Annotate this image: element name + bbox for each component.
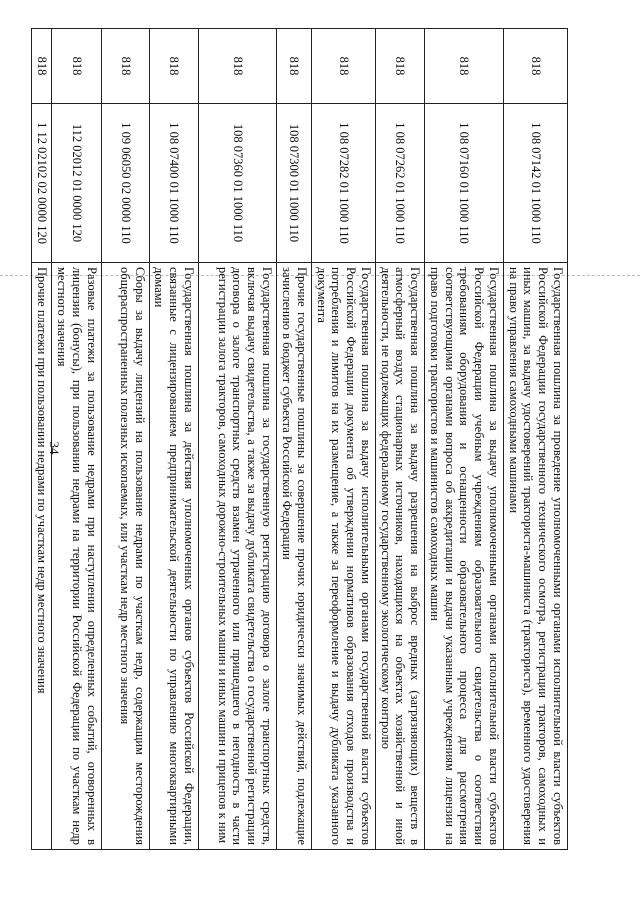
admin-code-cell: 818 bbox=[199, 29, 277, 104]
description-cell: Государственная пошлина за проведение уполномоченными органами исполнительной власти субъектов Российской Федерации государственного технического осмотра, регистрации тракторов, самоходных и иных машин, за выдачу удостоверений тракториста-машиниста (тракториста), временного удостоверения на право управления самоходными машинами bbox=[504, 263, 568, 850]
budget-code-cell: 108 07300 01 1000 110 bbox=[277, 104, 312, 263]
table-row bbox=[101, 29, 149, 850]
description-cell: Прочие платежи при пользовании недрами по участкам недр местного значения bbox=[32, 263, 52, 850]
description-cell: Государственная пошлина за выдачу исполнительными органами государственной власти субъектов Российской Федерации документа об утверждении нормативов образования отходов производства и потребления и лимитов на их размещение, а также за переоформление и выдачу дубликата указанного документа bbox=[312, 263, 376, 850]
admin-code-cell: 818 bbox=[376, 29, 425, 104]
budget-code-cell: 112 02012 01 0000 120 bbox=[52, 104, 101, 263]
budget-code-cell: 1 08 07142 01 1000 110 bbox=[504, 104, 568, 263]
admin-code-cell: 818 bbox=[425, 29, 504, 104]
table-row bbox=[504, 29, 568, 850]
admin-code-cell: 818 bbox=[149, 29, 198, 104]
description-cell: Государственная пошлина за выдачу разрешения на выброс вредных (загрязняющих) веществ в атмосферный воздух стационарных источников, находящихся на объектах хозяйственной и иной деятельности, не подлежащих федеральному государственному экологическому контролю bbox=[376, 263, 425, 850]
admin-code-cell: 818 bbox=[312, 29, 376, 104]
page-number: 34 bbox=[47, 441, 62, 455]
admin-code-cell: 818 bbox=[277, 29, 312, 104]
description-cell: Государственная пошлина за выдачу уполномоченными органами исполнительной власти субъектов Российской Федерации учебным учреждениям образовательного свидетельства о соответствии требованиям оборудования и оснащенности образовательного процесса для рассмотрения соответствующими органами вопроса об аккредитации и выдачи указанным учреждениям лицензии на право подготовки трактористов и машинистов самоходных машин bbox=[425, 263, 504, 850]
description-cell: Прочие государственные пошлины за совершение прочих юридически значимых действий, подлежащие зачислению в бюджет субъекта Российской Федерации bbox=[277, 263, 312, 850]
admin-code-cell: 818 bbox=[101, 29, 149, 104]
budget-code-cell: 108 07360 01 1000 110 bbox=[199, 104, 277, 263]
budget-code-cell: 1 12 02102 02 0000 120 bbox=[32, 104, 52, 263]
description-cell: Сборы за выдачу лицензий на пользование недрами по участкам недр, содержащим месторождения общераспространенных полезных ископаемых, или участкам недр местного значения bbox=[101, 263, 149, 850]
table-row bbox=[149, 29, 198, 850]
description-cell: Государственная пошлина за действия уполномоченных органов субъектов Российской Федерации, связанные с лицензированием предпринимательской деятельности по управлению многоквартирными домами bbox=[149, 263, 198, 850]
budget-code-cell: 1 08 07262 01 1000 110 bbox=[376, 104, 425, 263]
budget-code-cell: 1 08 07400 01 1000 110 bbox=[149, 104, 198, 263]
table-row bbox=[376, 29, 425, 850]
admin-code-cell: 818 bbox=[52, 29, 101, 104]
table-row bbox=[277, 29, 312, 850]
table-body bbox=[32, 29, 568, 850]
table-row bbox=[52, 29, 101, 850]
description-cell: Разовые платежи за пользование недрами при наступлении определенных событий, оговоренных в лицензии (бонусы), при пользовании недрами на территории Российской Федерации по участкам недр местного значения bbox=[52, 263, 101, 850]
budget-code-cell: 1 08 07282 01 1000 110 bbox=[312, 104, 376, 263]
budget-classification-table bbox=[32, 28, 569, 850]
budget-code-cell: 1 09 06050 02 0000 110 bbox=[101, 104, 149, 263]
table-row bbox=[32, 29, 52, 850]
admin-code-cell: 818 bbox=[504, 29, 568, 104]
description-cell: Государственная пошлина за государственную регистрацию договора о залоге транспортных средств, включая выдачу свидетельства, а также за выдачу дубликата свидетельства о государственной регистрации договора о залоге транспортных средств взамен утраченного или пришедшего в негодность в части регистрации залога тракторов, самоходных дорожно-строительных машин и иных машин и прицепов к ним bbox=[199, 263, 277, 850]
table-row bbox=[425, 29, 504, 850]
admin-code-cell: 818 bbox=[32, 29, 52, 104]
table-row bbox=[312, 29, 376, 850]
budget-code-cell: 1 08 07160 01 1000 110 bbox=[425, 104, 504, 263]
table-row bbox=[199, 29, 277, 850]
